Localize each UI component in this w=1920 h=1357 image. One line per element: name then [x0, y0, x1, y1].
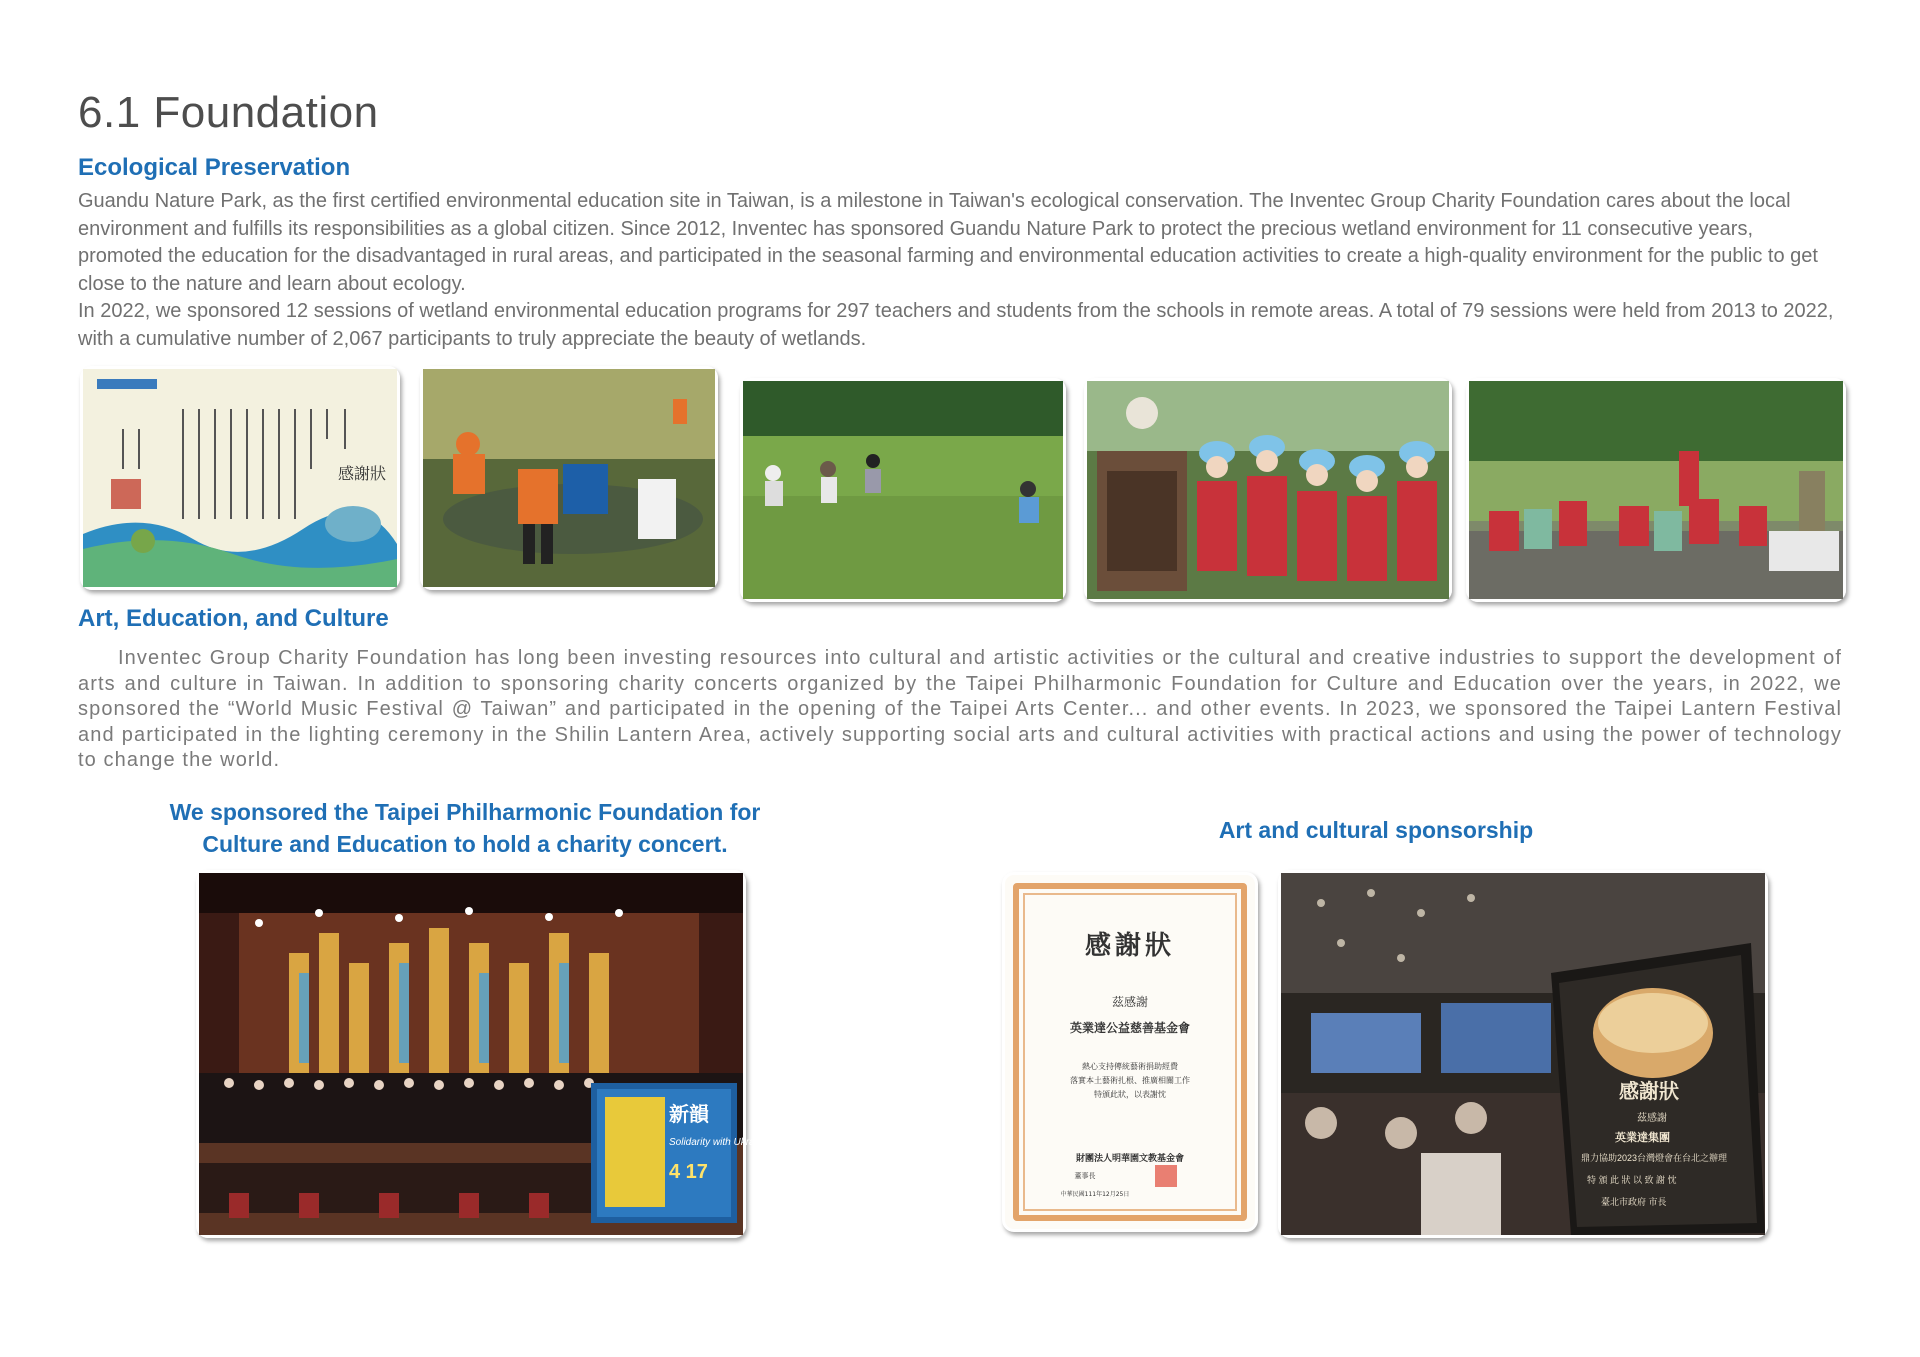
cert2-body: 鼎力協助2023台灣燈會在台北之辦理 — [1581, 1153, 1728, 1163]
art-education-culture-heading: Art, Education, and Culture — [78, 605, 389, 632]
wetland-field-photo — [740, 378, 1066, 602]
concert-caption — [150, 796, 780, 860]
cert2-line-1: 茲感謝 — [1637, 1113, 1667, 1124]
cert2-closing: 特 頒 此 狀 以 致 謝 忱 — [1587, 1175, 1677, 1185]
page-title: 6.1 Foundation — [78, 88, 379, 137]
cert1-title: 感謝狀 — [1084, 931, 1175, 961]
ecological-preservation-heading: Ecological Preservation — [78, 154, 351, 181]
poster-subtitle: Solidarity with Ukraine — [669, 1137, 768, 1148]
students-field-trip-photo — [1084, 378, 1452, 602]
guandu-certificate-photo — [80, 366, 400, 590]
cert1-body-1: 熱心支持傳統藝術捐助經費 — [1082, 1062, 1178, 1071]
ecological-preservation-text — [78, 188, 1838, 353]
cert1-body-2: 落實本土藝術扎根、推廣相關工作 — [1070, 1076, 1190, 1085]
minghuayuan-certificate — [1002, 872, 1258, 1232]
guandu-cert-title: 感謝狀 — [338, 466, 387, 483]
concert-caption-line-1: We sponsored the Taipei Philharmonic Foundation for — [169, 799, 761, 825]
poster-date: 4 17 — [669, 1161, 708, 1183]
charity-concert-photo — [196, 870, 768, 1238]
outdoor-class-photo — [1466, 378, 1846, 602]
cert2-title: 感謝狀 — [1619, 1081, 1679, 1103]
art-education-culture-text: Inventec Group Charity Foundation has long been investing resources into cultural and artistic activities or the cultural and creative industries to support the development of arts and culture in Taiwan. In addition to sponsoring charity concerts organized by the Taipei Philharmonic Foundation for Culture and Education over the years, in 2022, we sponsored the “World Music Festival @ Taiwan” and participated in the opening of the Taipei Arts Center... and other events. In 2023, we sponsored the Taipei Lantern Festival and participated in the lighting ceremony in the Shilin Lantern Area, actively supporting social arts and cultural activities with practical actions and using the power of technology to change the world. — [78, 647, 1842, 771]
concert-caption-line-2: Culture and Education to hold a charity concert. — [202, 831, 728, 857]
ecological-paragraph-2: In 2022, we sponsored 12 sessions of wetland environmental education programs for 297 teachers and students from the schools in remote areas. A total of 79 sessions were held from 2013 to 2022, with a cumulative number of 2,067 participants to truly appreciate the beauty of wetlands. — [78, 300, 1834, 350]
cert1-line-1: 茲感謝 — [1111, 995, 1148, 1009]
poster-title: 新韻 — [669, 1104, 709, 1126]
cert1-seal — [1155, 1165, 1177, 1187]
cert1-chair: 董事長 — [1074, 1172, 1096, 1180]
wetland-children-photo — [420, 366, 718, 590]
cert1-org: 英業達公益慈善基金會 — [1069, 1021, 1190, 1035]
ecological-paragraph-1: Guandu Nature Park, as the first certified environmental education site in Taiwan, is a milestone in Taiwan's ecological conservation. The Inventec Group Charity Foundation cares about the local environment and fulfills its responsibilities as a global citizen. Since 2012, Inventec has sponsored Guandu Nature Park to protect the precious wetland environment for 11 consecutive years, promoted the education for the disadvantaged in rural areas, and participated in the seasonal farming and environmental education activities to create a high-quality environment for the public to get close to the nature and learn about ecology. — [78, 190, 1818, 295]
cert1-body-3: 特頒此狀，以表謝忱 — [1094, 1090, 1166, 1099]
cert1-issuer: 財團法人明華園文教基金會 — [1075, 1154, 1184, 1164]
cert2-issuer: 臺北市政府 市長 — [1601, 1197, 1667, 1207]
cert2-org: 英業達集團 — [1615, 1132, 1670, 1144]
sponsorship-caption: Art and cultural sponsorship — [1218, 817, 1534, 843]
lantern-festival-photo — [1278, 870, 1768, 1238]
cert1-date: 中華民國111年12月25日 — [1060, 1191, 1130, 1198]
